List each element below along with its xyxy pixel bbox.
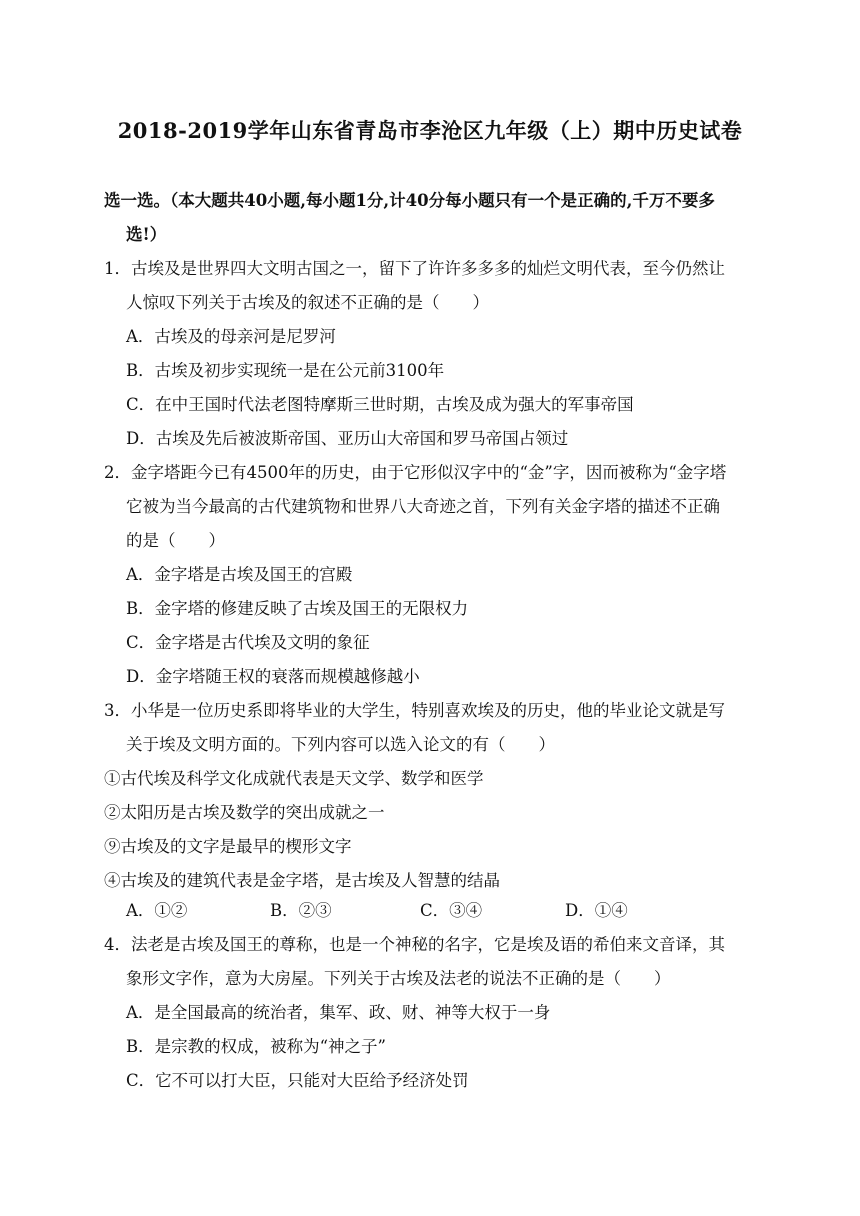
question-2-option-b: B．金字塔的修建反映了古埃及国王的无限权力 (126, 599, 469, 618)
question-1-option-b: B．古埃及初步实现统一是在公元前3100年 (126, 361, 445, 380)
question-1-stem-line-1: 1．古埃及是世界四大文明古国之一，留下了许许多多多的灿烂文明代表，至今仍然让 (104, 259, 725, 278)
question-3-item-4: ④古埃及的建筑代表是金字塔，是古埃及人智慧的结晶 (104, 871, 500, 890)
question-3-item-1: ①古代埃及科学文化成就代表是天文学、数学和医学 (104, 769, 484, 788)
question-2-option-a: A．金字塔是古埃及国王的宫殿 (126, 565, 353, 584)
section-instruction-line-2: 选!） (126, 225, 167, 244)
question-1-option-a: A．古埃及的母亲河是尼罗河 (126, 327, 336, 346)
question-2-stem-line-2: 它被为当今最高的古代建筑物和世界八大奇迹之首，下列有关金字塔的描述不正确 (126, 497, 720, 516)
question-3-option-b: B．②③ (270, 901, 332, 920)
question-3-item-3: ⑨古埃及的文字是最早的楔形文字 (104, 837, 352, 856)
question-4-stem-line-1: 4．法老是古埃及国王的尊称，也是一个神秘的名字，它是埃及语的希伯来文音译，其 (104, 935, 725, 954)
question-2-option-d: D．金字塔随王权的衰落而规模越修越小 (126, 667, 420, 686)
question-3-option-c: C．③④ (420, 901, 483, 920)
question-3-stem-line-1: 3．小华是一位历史系即将毕业的大学生，特别喜欢埃及的历史，他的毕业论文就是写 (104, 701, 725, 720)
question-3-option-d: D．①④ (565, 901, 628, 920)
question-4-stem-line-2: 象形文字作，意为大房屋。下列关于古埃及法老的说法不正确的是（ ） (126, 969, 671, 988)
question-3-stem-line-2: 关于埃及文明方面的。下列内容可以选入论文的有（ ） (126, 735, 555, 754)
page-title: 2018-2019学年山东省青岛市李沧区九年级（上）期中历史试卷 (117, 118, 743, 143)
question-3-option-a: A．①② (126, 901, 188, 920)
question-1-option-c: C．在中王国时代法老图特摩斯三世时期，古埃及成为强大的军事帝国 (126, 395, 634, 414)
question-3-item-2: ②太阳历是古埃及数学的突出成就之一 (104, 803, 385, 822)
question-1-stem-line-2: 人惊叹下列关于古埃及的叙述不正确的是（ ） (126, 293, 489, 312)
question-2-stem-line-1: 2．金字塔距今已有4500年的历史，由于它形似汉字中的“金”字，因而被称为“金字塔 (104, 463, 727, 482)
question-2-stem-line-3: 的是（ ） (126, 531, 225, 550)
question-4-option-b: B．是宗教的权成，被称为“神之子” (126, 1037, 386, 1056)
question-2-option-c: C．金字塔是古代埃及文明的象征 (126, 633, 370, 652)
question-1-option-d: D．古埃及先后被波斯帝国、亚历山大帝国和罗马帝国占领过 (126, 429, 569, 448)
question-4-option-c: C．它不可以打大臣，只能对大臣给予经济处罚 (126, 1071, 469, 1090)
question-4-option-a: A．是全国最高的统治者，集军、政、财、神等大权于一身 (126, 1003, 551, 1022)
section-instruction-line-1: 选一选。（本大题共40小题,每小题1分,计40分每小题只有一个是正确的,千万不要多 (104, 191, 715, 210)
